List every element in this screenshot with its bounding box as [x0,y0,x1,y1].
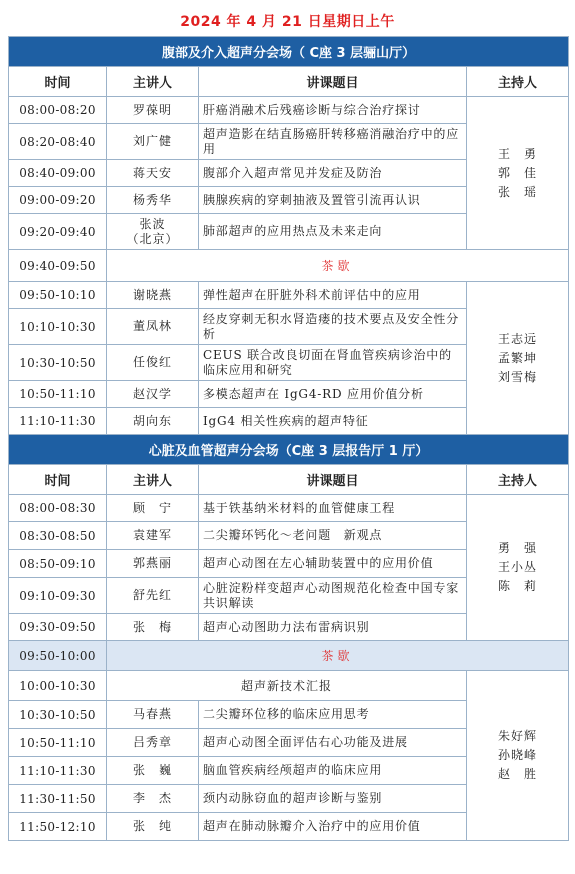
date-title: 2024 年 4 月 21 日星期日上午 [180,14,395,30]
column-header-host: 主持人 [467,465,569,495]
column-header-speaker: 主讲人 [107,465,199,495]
topic-cell: CEUS 联合改良切面在肾血管疾病诊治中的临床应用和研究 [199,345,467,381]
speaker-cell: 胡向东 [107,408,199,435]
time-cell: 08:00-08:30 [9,495,107,522]
time-cell: 11:10-11:30 [9,757,107,785]
host-name: 刘雪梅 [498,369,538,384]
column-header-host: 主持人 [467,67,569,97]
break-label: 茶歇 [107,250,569,282]
topic-cell: 超声心动图全面评估右心功能及进展 [199,729,467,757]
column-header-topic: 讲课题目 [199,67,467,97]
speaker-cell: 董凤林 [107,309,199,345]
speaker-cell: 吕秀章 [107,729,199,757]
time-cell: 08:20-08:40 [9,124,107,160]
time-cell: 11:50-12:10 [9,813,107,841]
host-name: 孙晓峰 [498,748,538,762]
time-cell: 11:10-11:30 [9,408,107,435]
speaker-cell: 蒋天安 [107,160,199,187]
speaker-cell: 任俊红 [107,345,199,381]
speaker-cell: 郭燕丽 [107,550,199,578]
host-cell [467,495,569,641]
topic-cell: IgG4 相关性疾病的超声特征 [199,408,467,435]
speaker-cell: 赵汉学 [107,381,199,408]
host-name: 王 勇 [498,146,538,161]
speaker-cell: 谢晓燕 [107,282,199,309]
topic-cell: 脑血管疾病经颅超声的临床应用 [199,757,467,785]
session-title: 心脏及血管超声分会场（C座 3 层报告厅 1 厅） [9,435,569,465]
topic-cell: 经皮穿刺无积水肾造瘘的技术要点及安全性分析 [199,309,467,345]
topic-cell: 肝癌消融术后残癌诊断与综合治疗探讨 [199,97,467,124]
table-row [9,97,569,124]
topic-cell: 二尖瓣环位移的临床应用思考 [199,701,467,729]
speaker-cell: 杨秀华 [107,187,199,214]
column-header-time: 时间 [9,465,107,495]
column-header-row [9,465,569,495]
host-cell [467,671,569,841]
host-cell [467,282,569,435]
time-cell: 09:20-09:40 [9,214,107,250]
host-name: 王小丛 [498,560,538,574]
host-name: 王志远 [498,331,538,346]
topic-cell: 超声心动图助力法布雷病识别 [199,614,467,641]
speaker-cell: 张波 （北京） [107,214,199,250]
speaker-cell: 张 梅 [107,614,199,641]
schedule-table [8,36,569,841]
time-cell: 08:30-08:50 [9,522,107,550]
session-header-row [9,37,569,67]
time-cell: 08:00-08:20 [9,97,107,124]
speaker-cell: 袁建军 [107,522,199,550]
host-name: 张 瑶 [498,184,538,199]
time-cell: 10:10-10:30 [9,309,107,345]
time-cell: 08:40-09:00 [9,160,107,187]
speaker-cell: 李 杰 [107,785,199,813]
topic-cell: 超声造影在结直肠癌肝转移癌消融治疗中的应用 [199,124,467,160]
topic-cell: 超声心动图在左心辅助装置中的应用价值 [199,550,467,578]
speaker-cell: 张 纯 [107,813,199,841]
time-cell: 09:30-09:50 [9,614,107,641]
time-cell: 10:30-10:50 [9,345,107,381]
session-title: 腹部及介入超声分会场（ C座 3 层骊山厅） [9,37,569,67]
topic-cell: 心脏淀粉样变超声心动图规范化检查中国专家共识解读 [199,578,467,614]
table-row [9,282,569,309]
topic-cell: 超声新技术汇报 [107,671,467,701]
break-time-cell: 09:40-09:50 [9,250,107,282]
topic-cell: 二尖瓣环钙化～老问题 新观点 [199,522,467,550]
speaker-cell: 罗葆明 [107,97,199,124]
time-cell: 09:50-10:10 [9,282,107,309]
column-header-row [9,67,569,97]
topic-cell: 基于铁基纳米材料的血管健康工程 [199,495,467,522]
break-row [9,250,569,282]
topic-cell: 多模态超声在 IgG4-RD 应用价值分析 [199,381,467,408]
host-name: 郭 佳 [498,165,538,180]
topic-cell: 胰腺疾病的穿刺抽液及置管引流再认识 [199,187,467,214]
time-cell: 09:00-09:20 [9,187,107,214]
host-name: 孟繁坤 [498,350,538,365]
speaker-cell: 马春燕 [107,701,199,729]
table-row [9,495,569,522]
host-name: 勇 强 [498,541,538,555]
column-header-speaker: 主讲人 [107,67,199,97]
time-cell: 10:50-11:10 [9,729,107,757]
time-cell: 10:00-10:30 [9,671,107,701]
speaker-cell: 舒先红 [107,578,199,614]
break-label: 茶歇 [107,641,569,671]
column-header-topic: 讲课题目 [199,465,467,495]
host-cell [467,97,569,250]
time-cell: 09:10-09:30 [9,578,107,614]
speaker-cell: 张 巍 [107,757,199,785]
host-name: 朱好辉 [498,729,538,743]
session-header-row [9,435,569,465]
table-row [9,671,569,701]
break-row [9,641,569,671]
topic-cell: 腹部介入超声常见并发症及防治 [199,160,467,187]
topic-cell: 肺部超声的应用热点及未来走向 [199,214,467,250]
break-time-cell: 09:50-10:00 [9,641,107,671]
topic-cell: 弹性超声在肝脏外科术前评估中的应用 [199,282,467,309]
schedule-frame [8,36,568,868]
speaker-cell: 刘广健 [107,124,199,160]
host-name: 陈 莉 [498,579,538,593]
time-cell: 11:30-11:50 [9,785,107,813]
time-cell: 10:30-10:50 [9,701,107,729]
speaker-cell: 顾 宁 [107,495,199,522]
topic-cell: 颈内动脉窃血的超声诊断与鉴别 [199,785,467,813]
column-header-time: 时间 [9,67,107,97]
host-name: 赵 胜 [498,767,538,781]
time-cell: 10:50-11:10 [9,381,107,408]
time-cell: 08:50-09:10 [9,550,107,578]
topic-cell: 超声在肺动脉瓣介入治疗中的应用价值 [199,813,467,841]
